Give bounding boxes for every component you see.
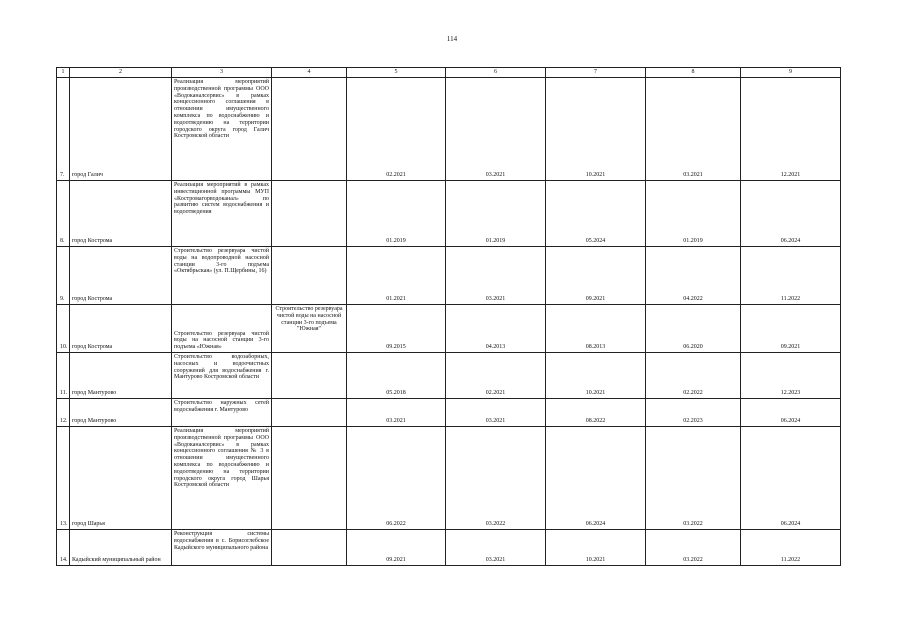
measure-cell: Реконструкция системы водоснабжения в с. Борисоглебское Кадыйского муниципального района — [172, 530, 272, 566]
page-number: 114 — [446, 35, 458, 43]
date-cell-7: 06.2024 — [546, 427, 646, 530]
municipality-cell: город Галич — [70, 78, 172, 181]
row-number: 10. — [57, 305, 70, 353]
header-cell-5: 5 — [347, 68, 446, 78]
date-cell-6: 03.2021 — [446, 399, 546, 427]
table-row — [57, 181, 841, 247]
municipality-cell: город Шарья — [70, 427, 172, 530]
measure-cell: Реализация мероприятий производственной программы ООО «Водоканалсервис» в рамках концессионного соглашения № 3 в отношении имущественного комплекса по водоснабжению и водоотведению на территории городского округа город Шарья Костромской области — [172, 427, 272, 530]
header-cell-6: 6 — [446, 68, 546, 78]
date-cell-8: 03.2021 — [646, 78, 741, 181]
date-cell-8: 01.2019 — [646, 181, 741, 247]
date-cell-7: 05.2024 — [546, 181, 646, 247]
row-number: 8. — [57, 181, 70, 247]
municipality-cell: Кадыйский муниципальный район — [70, 530, 172, 566]
date-cell-6: 03.2021 — [446, 247, 546, 305]
municipality-cell: город Мантурово — [70, 353, 172, 399]
date-cell-8: 02.2023 — [646, 399, 741, 427]
schedule-table — [56, 67, 841, 566]
date-cell-6: 01.2019 — [446, 181, 546, 247]
table-row — [57, 399, 841, 427]
row-number: 7. — [57, 78, 70, 181]
date-cell-5: 03.2021 — [347, 399, 446, 427]
measure-cell: Строительство резервуара чистой воды на насосной станции 3-го подъема «Южная» — [172, 305, 272, 353]
object-cell: Строительство резервуара чистой воды на насосной станции 3-го подъема "Южная" — [272, 305, 347, 353]
header-cell-7: 7 — [546, 68, 646, 78]
object-cell — [272, 427, 347, 530]
row-number: 13. — [57, 427, 70, 530]
header-cell-9: 9 — [741, 68, 841, 78]
object-cell — [272, 399, 347, 427]
municipality-cell: город Кострома — [70, 305, 172, 353]
row-number: 14. — [57, 530, 70, 566]
date-cell-9: 06.2024 — [741, 427, 841, 530]
table-row — [57, 305, 841, 353]
date-cell-9: 06.2024 — [741, 181, 841, 247]
date-cell-9: 06.2024 — [741, 399, 841, 427]
date-cell-9: 11.2022 — [741, 530, 841, 566]
date-cell-5: 09.2015 — [347, 305, 446, 353]
date-cell-6: 03.2021 — [446, 530, 546, 566]
date-cell-9: 12.2023 — [741, 353, 841, 399]
header-cell-3: 3 — [172, 68, 272, 78]
object-cell — [272, 530, 347, 566]
header-cell-4: 4 — [272, 68, 347, 78]
header-cell-8: 8 — [646, 68, 741, 78]
date-cell-9: 12.2021 — [741, 78, 841, 181]
date-cell-5: 01.2019 — [347, 181, 446, 247]
date-cell-5: 01.2021 — [347, 247, 446, 305]
date-cell-9: 11.2022 — [741, 247, 841, 305]
date-cell-7: 08.2013 — [546, 305, 646, 353]
date-cell-5: 05.2018 — [347, 353, 446, 399]
date-cell-8: 02.2022 — [646, 353, 741, 399]
municipality-cell: город Кострома — [70, 181, 172, 247]
measure-cell: Строительство наружных сетей водоснабжения г. Мантурово — [172, 399, 272, 427]
municipality-cell: город Мантурово — [70, 399, 172, 427]
measure-cell: Реализация мероприятий в рамках инвестиционной программы МУП «Костромагорводоканал» по развитию систем водоснабжения и водоотведения — [172, 181, 272, 247]
date-cell-5: 02.2021 — [347, 78, 446, 181]
table-row — [57, 530, 841, 566]
date-cell-7: 09.2021 — [546, 247, 646, 305]
date-cell-8: 03.2022 — [646, 530, 741, 566]
object-cell — [272, 78, 347, 181]
date-cell-7: 08.2022 — [546, 399, 646, 427]
header-row — [57, 68, 841, 78]
object-cell — [272, 247, 347, 305]
date-cell-5: 06.2022 — [347, 427, 446, 530]
object-cell — [272, 353, 347, 399]
table-row — [57, 427, 841, 530]
date-cell-7: 10.2021 — [546, 530, 646, 566]
date-cell-8: 06.2020 — [646, 305, 741, 353]
date-cell-9: 09.2021 — [741, 305, 841, 353]
date-cell-8: 04.2022 — [646, 247, 741, 305]
date-cell-6: 03.2022 — [446, 427, 546, 530]
table-row — [57, 353, 841, 399]
row-number: 11. — [57, 353, 70, 399]
municipality-cell: город Кострома — [70, 247, 172, 305]
object-cell — [272, 181, 347, 247]
measure-cell: Строительство резервуара чистой воды на водопроводной насосной станции 3-го подъема «Октябрьская» (ул. П.Щербины, 16) — [172, 247, 272, 305]
header-cell-2: 2 — [70, 68, 172, 78]
measure-cell: Строительство водозаборных, насосных и водоочистных сооружений для водоснабжения г. Мантурово Костромской области — [172, 353, 272, 399]
date-cell-7: 10.2021 — [546, 353, 646, 399]
row-number: 12. — [57, 399, 70, 427]
header-cell-1: 1 — [57, 68, 70, 78]
date-cell-7: 10.2021 — [546, 78, 646, 181]
date-cell-8: 03.2022 — [646, 427, 741, 530]
date-cell-6: 04.2013 — [446, 305, 546, 353]
date-cell-5: 09.2021 — [347, 530, 446, 566]
measure-cell: Реализация мероприятий производственной программы ООО «Водоканалсервис» в рамках концессионного соглашения в отношении имущественного комплекса по водоснабжению и водоотведению на территории городского округа город Галич Костромской области — [172, 78, 272, 181]
date-cell-6: 02.2021 — [446, 353, 546, 399]
table-row — [57, 247, 841, 305]
table-row — [57, 78, 841, 181]
date-cell-6: 03.2021 — [446, 78, 546, 181]
row-number: 9. — [57, 247, 70, 305]
